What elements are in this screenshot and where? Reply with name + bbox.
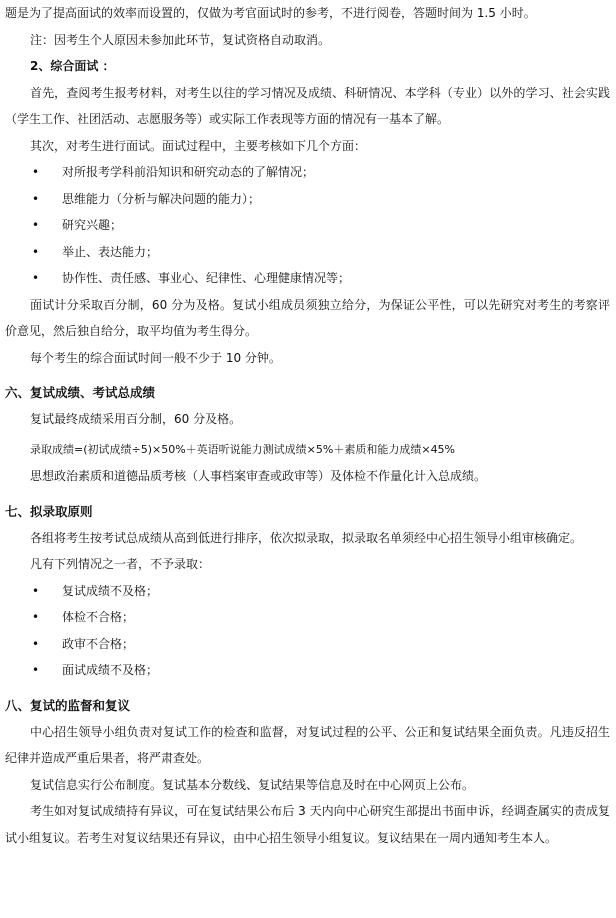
section-7-heading: 七、拟录取原则 xyxy=(5,503,93,519)
section-8-paragraph-1: 中心招生领导小组负责对复试工作的检查和监督，对复试过程的公平、公正和复试结果全面负责。凡违反招生纪律并造成严重后果者，将严肃查处。 xyxy=(5,724,610,765)
bullet-icon: • xyxy=(32,583,40,598)
bullet-icon: • xyxy=(32,663,40,677)
list-item: • 体检不合格； xyxy=(5,604,610,631)
interview-criteria-list xyxy=(5,159,610,292)
bullet-icon: • xyxy=(32,610,40,624)
list-item: • 对所报考学科前沿知识和研究动态的了解情况； xyxy=(5,159,610,186)
section-7-paragraph-2: 凡有下列情况之一者，不予录取： xyxy=(30,557,211,571)
list-item: • 协作性、责任感、事业心、纪律性、心理健康情况等； xyxy=(5,265,610,292)
section-6-heading: 六、复试成绩、考试总成绩 xyxy=(5,385,156,400)
rejection-conditions-list xyxy=(5,578,610,684)
interview-heading: 2、综合面试 ： xyxy=(30,59,115,73)
interview-paragraph-2: 其次，对考生进行面试。面试过程中，主要考核如下几个方面： xyxy=(30,138,367,153)
section-6-paragraph-1: 复试最终成绩采用百分制，60 分及格。 xyxy=(30,412,242,426)
list-item: • 举止、表达能力； xyxy=(5,239,610,266)
section-7-paragraph-1: 各组将考生按考试总成绩从高到低进行排序，依次拟录取，拟录取名单须经中心招生领导小组审核确定。 xyxy=(30,530,583,545)
section-8-paragraph-2: 复试信息实行公布制度。复试基本分数线、复试结果等信息及时在中心网页上公布。 xyxy=(30,777,475,792)
bullet-icon: • xyxy=(32,165,40,179)
bullet-icon: • xyxy=(32,191,40,206)
bullet-icon: • xyxy=(32,271,40,285)
intro-line-1: 题是为了提高面试的效率而设置的，仅做为考官面试时的参考，不进行阅卷，答题时间为 1.5 小时。 xyxy=(5,6,536,20)
interview-paragraph-1: 首先，查阅考生报考材料，对考生以往的学习情况及成绩、科研情况、本学科（专业）以外的学习、社会实践（学生工作、社团活动、志愿服务等）或实际工作表现等方面的情况有一基本了解。 xyxy=(5,85,610,126)
list-item: • 思维能力（分析与解决问题的能力）； xyxy=(5,186,610,213)
list-item: • 政审不合格； xyxy=(5,631,610,658)
section-8-heading: 八、复试的监督和复议 xyxy=(5,697,131,713)
intro-note: 注：因考生个人原因未参加此环节，复试资格自动取消。 xyxy=(30,32,331,47)
section-8-paragraph-3: 考生如对复试成绩持有异议，可在复试结果公布后 3 天内向中心研究生部提出书面申诉，经调查属实的责成复试小组复议。若考生对复议结果还有异议，由中心招生领导小组复议。复议结果在一周内通知考生本人。 xyxy=(5,804,610,845)
section-6-formula: 录取成绩=(初试成绩÷5)×50%＋英语听说能力测试成绩×5%＋素质和能力成绩×45% xyxy=(30,442,456,456)
bullet-icon: • xyxy=(32,218,40,232)
list-item: • 复试成绩不及格； xyxy=(5,578,610,605)
list-item: • 研究兴趣； xyxy=(5,212,610,239)
list-item: • 面试成绩不及格； xyxy=(5,657,610,684)
section-6-paragraph-3: 思想政治素质和道德品质考核（人事档案审查或政审等）及体检不作量化计入总成绩。 xyxy=(30,469,487,483)
interview-scoring-paragraph: 面试计分采取百分制，60 分为及格。复试小组成员须独立给分，为保证公平性，可以先研究对考生的考察评价意见，然后独自给分，取平均值为考生得分。 xyxy=(5,297,610,338)
bullet-icon: • xyxy=(32,244,40,259)
bullet-icon: • xyxy=(32,636,40,651)
interview-duration-paragraph: 每个考生的综合面试时间一般不少于 10 分钟。 xyxy=(30,350,281,365)
